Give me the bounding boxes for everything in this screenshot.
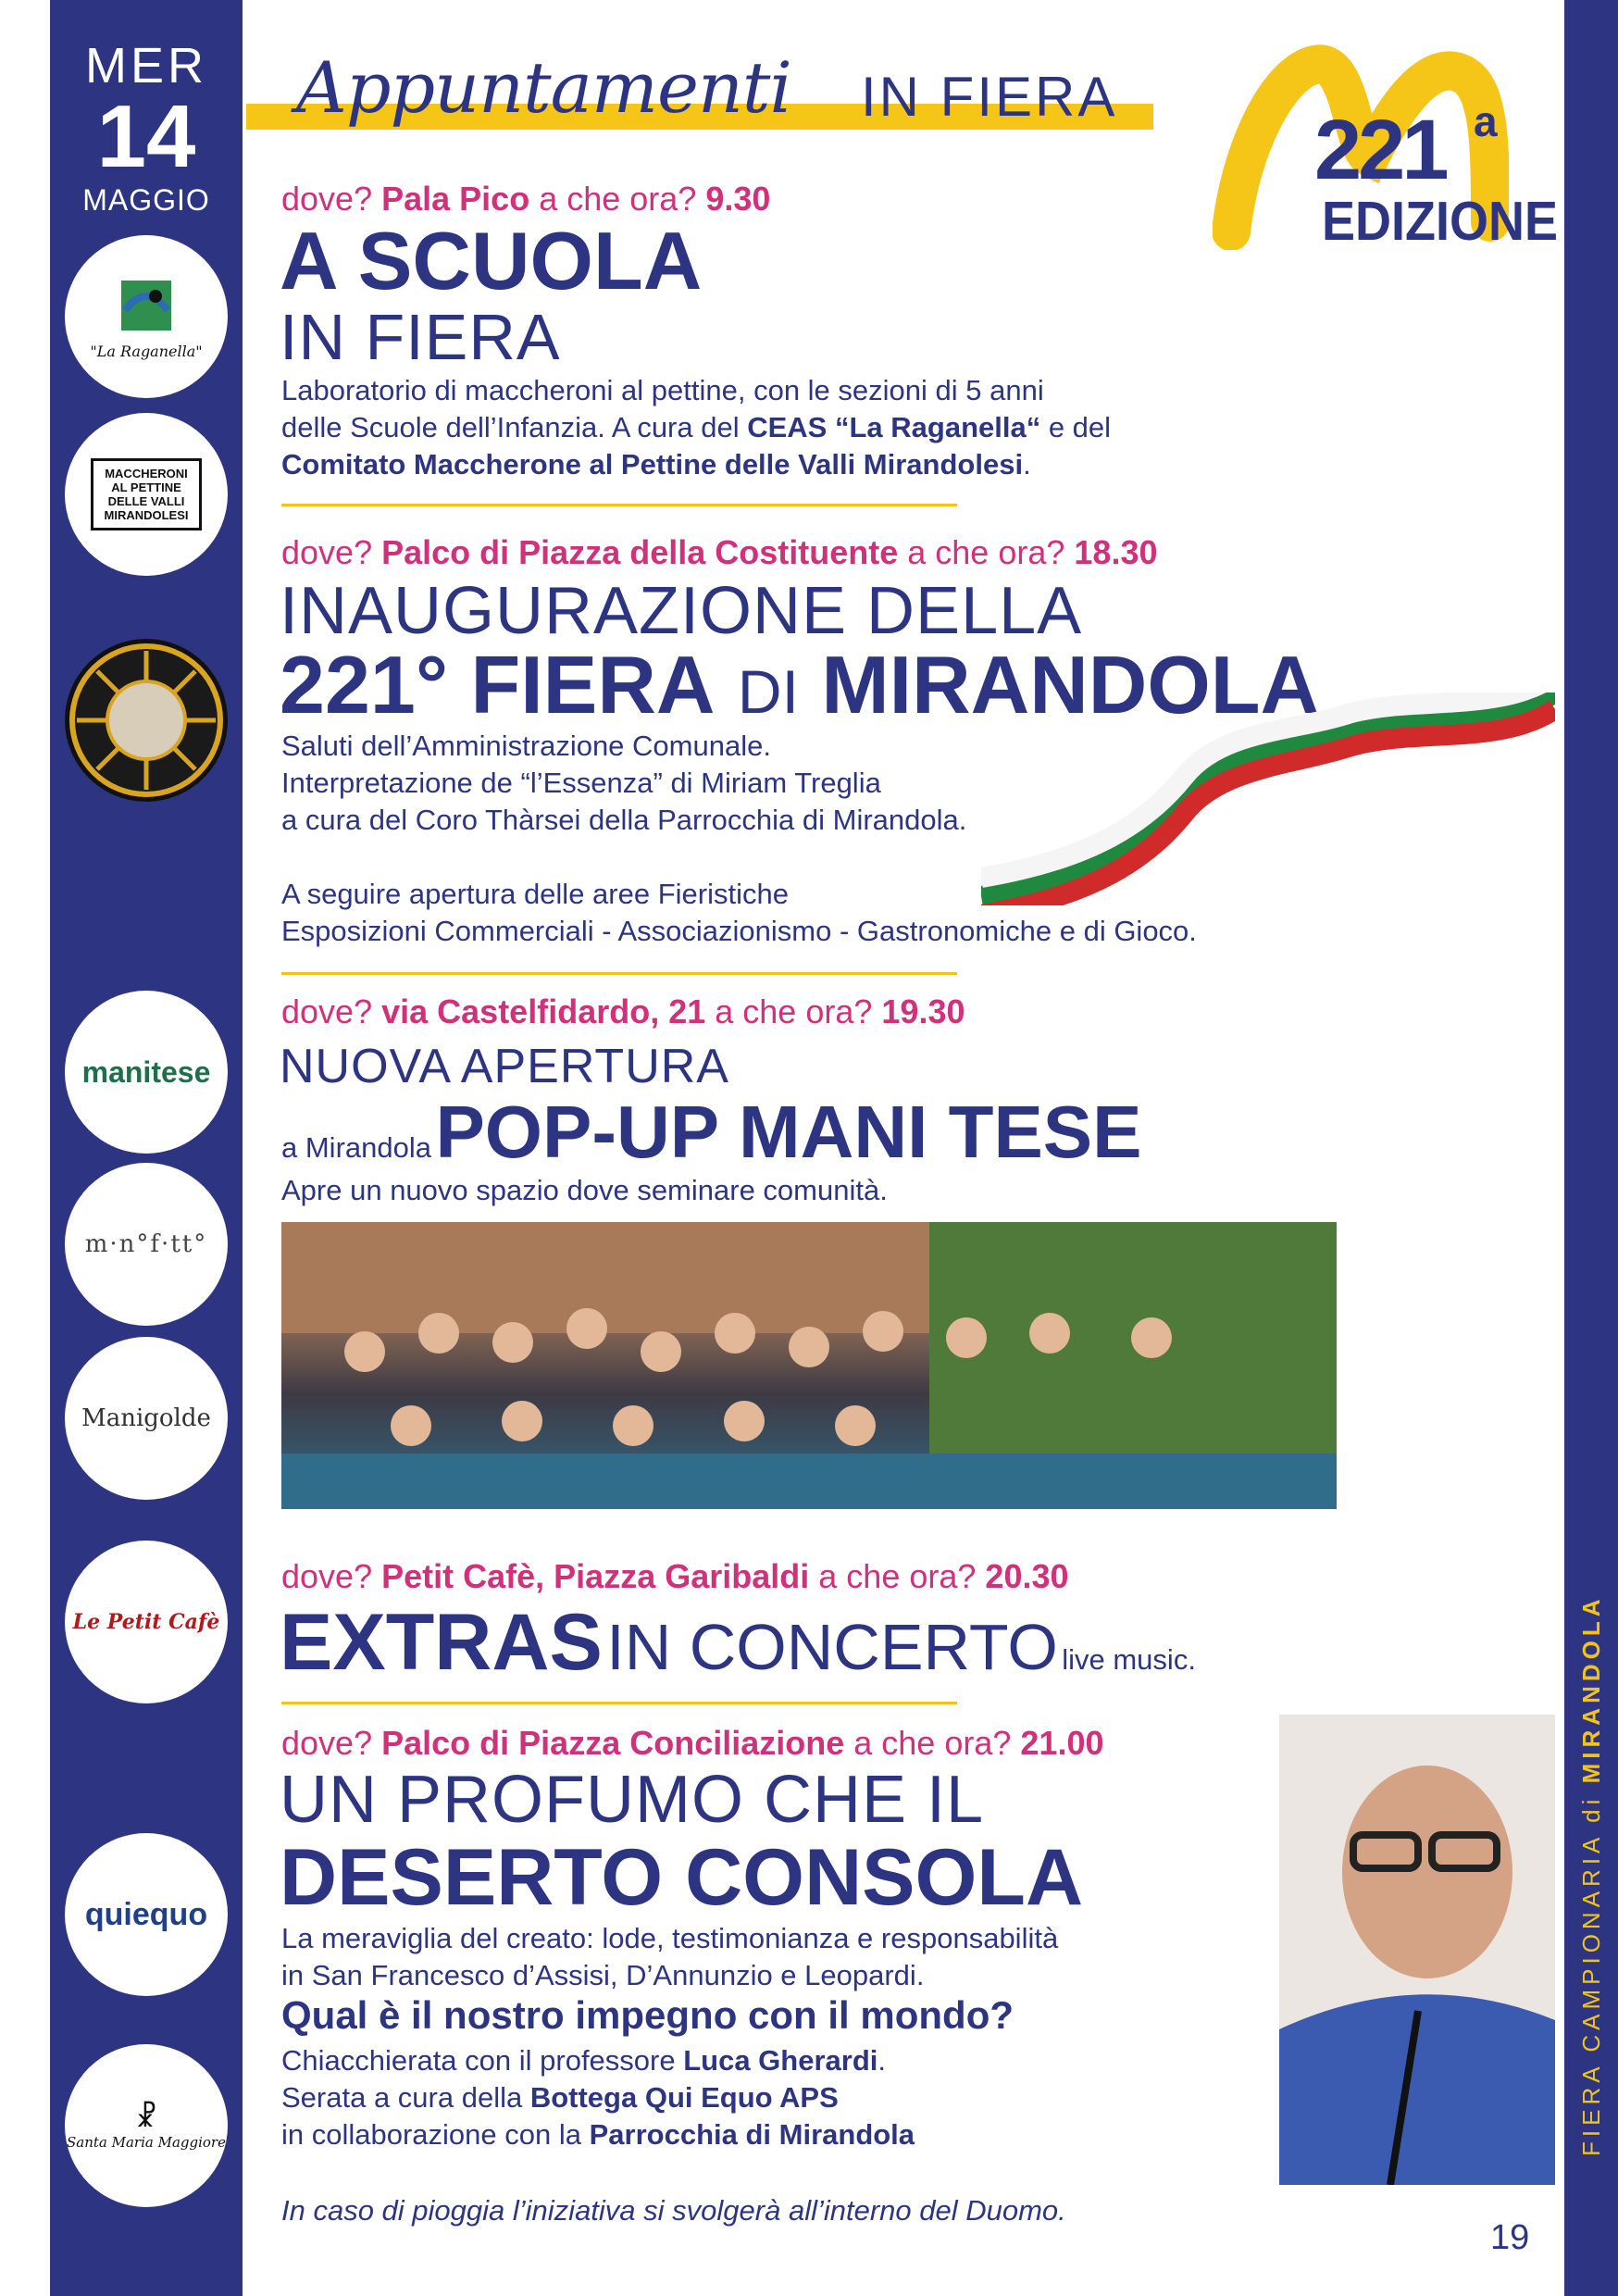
- desc-text: .: [1023, 448, 1031, 480]
- speaker-portrait-image: [1279, 1715, 1555, 2185]
- logo-text: Santa Maria Maggiore: [67, 2133, 226, 2151]
- event-1-meta: [281, 180, 770, 218]
- event-2-description: [281, 728, 1197, 950]
- where-label: dove?: [281, 1557, 373, 1595]
- rose-window-icon: [68, 642, 225, 799]
- group-photo-image: [281, 1222, 1337, 1509]
- rain-note: In caso di pioggia l’iniziativa si svolgerà all’interno del Duomo.: [281, 2194, 1066, 2227]
- coro-tharsei-logo: [65, 639, 228, 802]
- event-time: 20.30: [985, 1557, 1069, 1595]
- title-small: live music.: [1062, 1643, 1196, 1676]
- event-time: 9.30: [705, 180, 771, 218]
- page-number: 19: [1490, 2218, 1530, 2257]
- logo-text: MACCHERONI AL PETTINE DELLE VALLI MIRANDOLESI: [91, 458, 202, 530]
- event-1-title-bold: A SCUOLA: [280, 215, 703, 306]
- manifatti-logo: [65, 1163, 228, 1326]
- month-name: MAGGIO: [82, 183, 210, 217]
- edition-superscript: a: [1474, 97, 1498, 145]
- event-1-description: [281, 372, 1111, 483]
- event-3-title: [281, 1091, 1142, 1174]
- group-photo: [281, 1222, 1337, 1509]
- when-label: a che ora?: [539, 180, 697, 218]
- when-label: a che ora?: [818, 1557, 977, 1595]
- title-small: a Mirandola: [281, 1131, 431, 1164]
- quiequo-logo: [65, 1833, 228, 1996]
- where-label: dove?: [281, 180, 373, 218]
- desc-text: Chiacchierata con il professore: [281, 2044, 684, 2077]
- maccherone-logo: [65, 413, 228, 576]
- when-label: a che ora?: [853, 1724, 1012, 1762]
- speaker-portrait: [1279, 1715, 1555, 2185]
- separator: [281, 504, 957, 506]
- mani-tese-logo: [65, 991, 228, 1154]
- when-label: a che ora?: [715, 992, 873, 1030]
- desc-bold: Parrocchia di Mirandola: [589, 2118, 915, 2151]
- logo-text: "La Raganella": [90, 343, 203, 360]
- event-3-meta: [281, 992, 965, 1031]
- title-light: IN CONCERTO: [606, 1611, 1058, 1683]
- event-5-title-bold: DESERTO CONSOLA: [280, 1833, 1084, 1922]
- event-3-title-light: NUOVA APERTURA: [280, 1040, 729, 1093]
- title-bold: EXTRAS: [280, 1598, 603, 1687]
- desc-line: Laboratorio di maccheroni al pettine, con le sezioni di 5 anni: [281, 374, 1044, 406]
- separator: [281, 1702, 957, 1704]
- event-2-title-light: INAUGURAZIONE DELLA: [280, 574, 1083, 648]
- title-light: DI: [737, 657, 799, 726]
- where-label: dove?: [281, 992, 373, 1030]
- side-label-light: FIERA CAMPIONARIA di: [1577, 1783, 1605, 2156]
- event-5-description: [281, 1920, 1058, 1994]
- event-place: Petit Cafè, Piazza Garibaldi: [381, 1557, 810, 1595]
- desc-line: in San Francesco d’Assisi, D’Annunzio e Leopardi.: [281, 1959, 925, 1991]
- title-bold: MIRANDOLA: [821, 639, 1320, 730]
- desc-line: Saluti dell’Amministrazione Comunale.: [281, 730, 771, 762]
- event-time: 21.00: [1020, 1724, 1104, 1762]
- side-label: [1577, 815, 1605, 2156]
- desc-line: Interpretazione de “l’Essenza” di Miriam Treglia: [281, 767, 881, 799]
- desc-line: La meraviglia del creato: lode, testimonianza e responsabilità: [281, 1922, 1059, 1954]
- desc-line: A seguire apertura delle aree Fieristiche: [281, 878, 789, 910]
- day-number: 14: [96, 87, 196, 186]
- le-petit-cafe-logo: [65, 1541, 228, 1703]
- desc-bold: Luca Gherardi: [683, 2044, 878, 2077]
- separator: [281, 972, 957, 975]
- logo-text: Manigolde: [81, 1404, 211, 1432]
- la-raganella-logo: [65, 235, 228, 398]
- event-5-credits: [281, 2042, 915, 2153]
- event-place: Palco di Piazza della Costituente: [381, 533, 899, 571]
- title-bold: POP-UP MANI TESE: [435, 1091, 1142, 1173]
- desc-line: a cura del Coro Thàrsei della Parrocchia di Mirandola.: [281, 804, 967, 836]
- desc-bold: Comitato Maccherone al Pettine delle Valli Mirandolesi: [281, 448, 1024, 480]
- event-4-title: [280, 1596, 1196, 1689]
- where-label: dove?: [281, 533, 373, 571]
- event-place: Palco di Piazza Conciliazione: [381, 1724, 845, 1762]
- cross-icon: ☧: [135, 2102, 157, 2133]
- header-script-title: Appuntamenti: [296, 46, 791, 129]
- side-label-bold: MIRANDOLA: [1577, 1594, 1605, 1784]
- desc-text: delle Scuole dell’Infanzia. A cura del: [281, 411, 748, 443]
- event-place: via Castelfidardo, 21: [381, 992, 706, 1030]
- desc-line: Esposizioni Commerciali - Associazionismo - Gastronomiche e di Gioco.: [281, 915, 1197, 947]
- desc-text: Serata a cura della: [281, 2081, 530, 2114]
- event-3-description: Apre un nuovo spazio dove seminare comunità.: [281, 1174, 888, 1206]
- event-4-meta: [281, 1557, 1069, 1596]
- header-subtitle: IN FIERA: [861, 66, 1118, 128]
- day-name: MER: [85, 38, 207, 94]
- event-5-title-light: UN PROFUMO CHE IL: [280, 1763, 985, 1837]
- desc-text: e del: [1040, 411, 1112, 443]
- title-bold: 221° FIERA: [280, 639, 716, 730]
- logo-text: Le Petit Cafè: [72, 1610, 220, 1634]
- where-label: dove?: [281, 1724, 373, 1762]
- event-2-meta: [281, 533, 1158, 572]
- desc-bold: CEAS “La Raganella“: [747, 411, 1041, 443]
- desc-text: in collaborazione con la: [281, 2118, 590, 2151]
- edition-word: EDIZIONE: [1322, 191, 1559, 252]
- event-5-meta: [281, 1724, 1104, 1763]
- frog-icon: [114, 273, 179, 338]
- logo-text: quiequo: [84, 1896, 208, 1932]
- logo-text: manitese: [81, 1054, 211, 1089]
- manigolde-logo: [65, 1337, 228, 1500]
- event-1-title-light: IN FIERA: [280, 301, 561, 373]
- santa-maria-maggiore-logo: [65, 2044, 228, 2207]
- event-time: 18.30: [1074, 533, 1158, 571]
- event-time: 19.30: [881, 992, 965, 1030]
- desc-bold: Bottega Qui Equo APS: [529, 2081, 839, 2114]
- event-place: Pala Pico: [381, 180, 530, 218]
- event-5-question: Qual è il nostro impegno con il mondo?: [281, 1993, 1014, 2037]
- logo-text: m·n°f·tt°: [84, 1230, 208, 1258]
- desc-text: .: [877, 2044, 887, 2077]
- when-label: a che ora?: [907, 533, 1065, 571]
- edition-number: 221: [1314, 103, 1446, 197]
